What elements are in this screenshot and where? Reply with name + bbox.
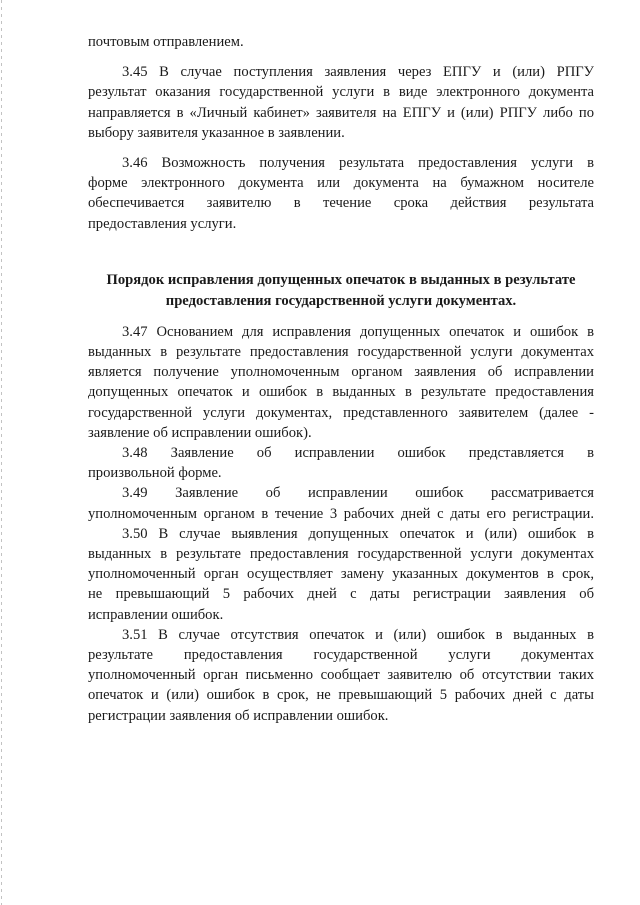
text-line: уполномоченным органом в течение 3 рабочих дней с даты его регистрации. (88, 505, 594, 522)
paragraph-3-48 (88, 443, 594, 483)
text-line: выбору заявителя указанное в заявлении. (88, 124, 345, 141)
text-line: регистрации заявления об исправлении ошибок. (88, 707, 389, 724)
heading-line: Порядок исправления допущенных опечаток в выданных в результате (106, 271, 576, 288)
paragraph-3-45 (88, 62, 594, 143)
paragraph-3-49 (88, 483, 594, 523)
text-line: обеспечивается заявителю в течение срока действия результата (88, 195, 594, 212)
paragraph-3-51 (88, 625, 594, 726)
paragraph-3-46 (88, 153, 594, 234)
heading-line: предоставления государственной услуги документах. (165, 292, 517, 309)
text-line: является получение уполномоченным органом заявления об исправлении (88, 364, 594, 381)
text-line: не превышающий 5 рабочих дней с даты регистрации заявления об (88, 586, 594, 603)
lead-line (88, 32, 594, 52)
text-line: произвольной форме. (88, 465, 222, 482)
text-line: заявление об исправлении ошибок). (88, 424, 312, 441)
text-line: 3.48 Заявление об исправлении ошибок представляется в (122, 445, 594, 462)
text-line: направляется в «Личный кабинет» заявителя на ЕПГУ и (или) РПГУ либо по (88, 104, 594, 121)
text-line: предоставления услуги. (88, 215, 237, 232)
text-line: 3.50 В случае выявления допущенных опечаток и (или) ошибок в (122, 525, 594, 542)
text-line: допущенных опечаток и ошибок в выданных в результате предоставления (88, 384, 594, 401)
text-line: государственной услуги документах, представленного заявителем (далее - (88, 404, 594, 421)
text-line: форме электронного документа или документа на бумажном носителе (88, 175, 594, 192)
text-line: 3.51 В случае отсутствия опечаток и (или) ошибок в выданных в (122, 626, 594, 643)
text-line: опечаток и (или) ошибок в срок, не превышающий 5 рабочих дней с даты (88, 687, 594, 704)
text-line: 3.49 Заявление об исправлении ошибок рассматривается (122, 485, 594, 502)
paragraph-3-47 (88, 322, 594, 443)
text-line: уполномоченный орган письменно сообщает заявителю об отсутствии таких (88, 667, 594, 684)
text-line: почтовым отправлением. (88, 34, 244, 50)
text-line: 3.45 В случае поступления заявления через ЕПГУ и (или) РПГУ (122, 64, 594, 81)
section-heading (88, 270, 594, 312)
document-body (88, 32, 594, 726)
text-line: 3.46 Возможность получения результата предоставления услуги в (122, 155, 594, 172)
text-line: 3.47 Основанием для исправления допущенных опечаток и ошибок в (122, 323, 594, 340)
text-line: результате предоставления государственной услуги документах (88, 647, 594, 664)
scan-edge (1, 0, 2, 905)
text-line: выданных в результате предоставления государственной услуги документах (88, 344, 594, 361)
text-line: выданных в результате предоставления государственной услуги документах (88, 546, 594, 563)
text-line: исправлении ошибок. (88, 606, 224, 623)
text-line: уполномоченный орган осуществляет замену указанных документов в срок, (88, 566, 594, 583)
text-line: результат оказания государственной услуги в виде электронного документа (88, 84, 594, 101)
paragraph-3-50 (88, 524, 594, 625)
